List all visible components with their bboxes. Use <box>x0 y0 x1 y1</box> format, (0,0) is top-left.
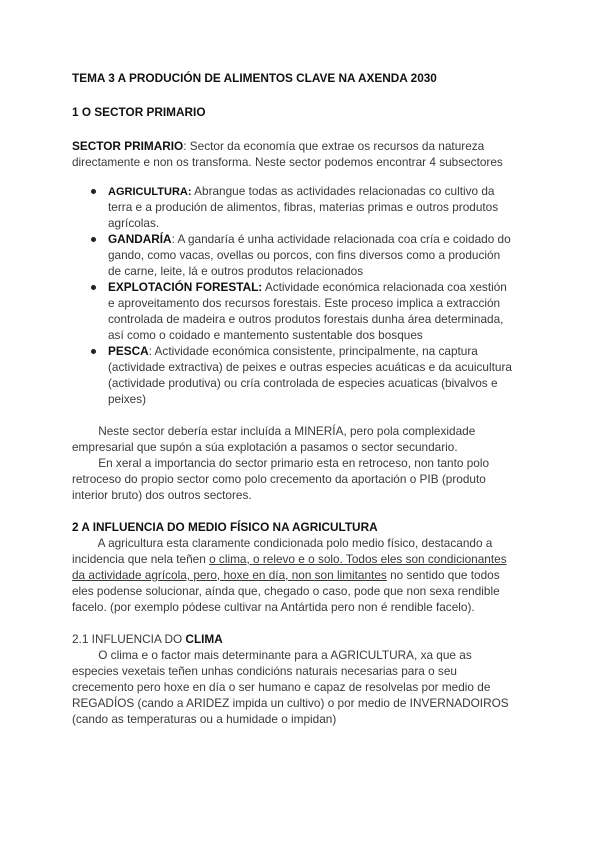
section-1-intro-line-1 <box>72 138 600 154</box>
underlined-text: da actividade agrícola, pero, hoxe en día, non son limitantes <box>72 568 387 582</box>
clima-term: CLIMA <box>185 632 223 646</box>
section-2-1-line-1: O clima e o factor mais determinante para a AGRICULTURA, xa que as <box>72 648 472 662</box>
subsector-term: EXPLOTACIÓN FORESTAL: <box>108 280 263 294</box>
section-2-1-line-5: (cando as temperaturas ou a humidade o impidan) <box>72 712 337 726</box>
section-2-line-5: facelo. (por exemplo pódese cultivar na Antártida pero non é rendible facelo). <box>72 600 475 614</box>
subsector-forestal-line-4: así como o coidado e mantemento sustentable dos bosques <box>108 328 423 342</box>
mineria-paragraph-line-1: Neste sector debería estar incluída a MINERÍA, pero pola complexidade <box>72 424 476 438</box>
bullet-icon <box>91 237 96 242</box>
subsector-gandaria-line-3: de carne, leite, lá e outros produtos relacionados <box>108 264 364 278</box>
sector-primario-term: SECTOR PRIMARIO <box>72 139 184 153</box>
subsector-term: AGRICULTURA: <box>108 186 192 198</box>
subsector-agricultura-line-3: agrícolas. <box>108 216 160 230</box>
subsector-forestal-line-1: EXPLOTACIÓN FORESTAL: Actividade económica relacionada coa xestión <box>108 280 507 294</box>
section-2-line-2: incidencia que nela teñen o clima, o relevo e o solo. Todos eles son condicionantes <box>72 552 507 566</box>
importance-paragraph-line-2: retroceso do propio sector como polo crecemento da aportación o PIB (produto <box>72 472 486 486</box>
subsector-agricultura-line-1: AGRICULTURA: Abrangue todas as actividades relacionadas co cultivo da <box>108 184 495 198</box>
section-2-line-4: eles podense solucionar, aínda que, chegado o caso, pode que non sexa rendible <box>72 584 500 598</box>
subsector-agricultura-line-2: terra e a produción de alimentos, fibras, materias primas e outros produtos <box>108 200 499 214</box>
section-2-heading: 2 A INFLUENCIA DO MEDIO FÍSICO NA AGRICULTURA <box>72 520 378 534</box>
importance-paragraph-line-1: En xeral a importancia do sector primario esta en retroceso, non tanto polo <box>72 456 490 470</box>
subsector-pesca-line-4: peixes) <box>108 392 147 406</box>
subsector-pesca-line-1: PESCA: Actividade económica consistente, principalmente, na captura <box>108 344 478 358</box>
subsector-forestal-line-2: e aproveitamento dos recursos forestais. Este proceso implica a extracción <box>108 296 501 310</box>
section-2-line-1: A agricultura esta claramente condicionada polo medio físico, destacando a <box>72 536 493 550</box>
section-2-1-line-2: especies vexetais teñen unhas condicións naturais necesarias para o seu <box>72 664 457 678</box>
subsector-pesca-line-2: (actividade extractiva) de peixes e outras especies acuáticas e da acuicultura <box>108 360 512 374</box>
bullet-icon <box>91 285 96 290</box>
section-2-1-line-4: REGADÍOS (cando a ARIDEZ impida un cultivo) o por medio de INVERNADOIROS <box>72 696 509 710</box>
bullet-icon <box>91 349 96 354</box>
bullet-icon <box>91 189 96 194</box>
importance-paragraph-line-3: interior bruto) dos outros sectores. <box>72 488 252 502</box>
document-title: TEMA 3 A PRODUCIÓN DE ALIMENTOS CLAVE NA AXENDA 2030 <box>72 71 437 85</box>
section-2-1-heading: 2.1 INFLUENCIA DO CLIMA <box>72 632 223 646</box>
section-2-1-line-3: crecemento pero hoxe en día o ser humano e capaz de resolvelas por medio de <box>72 680 491 694</box>
section-2-line-3: da actividade agrícola, pero, hoxe en día, non son limitantes no sentido que todos <box>72 568 500 582</box>
subsector-gandaria-line-2: gando, como vacas, ovellas ou porcos, con fins diversos como a produción <box>108 248 501 262</box>
sector-primario-definition: : Sector da economía que extrae os recursos da natureza <box>183 139 485 153</box>
subsector-term: PESCA <box>108 344 149 358</box>
subsector-pesca-line-3: (actividade produtiva) ou cría controlada de especies acuaticas (bivalvos e <box>108 376 498 390</box>
subsector-forestal-line-3: controlada de madeira e outros produtos forestais dunha área determinada, <box>108 312 504 326</box>
subsector-term: GANDARÍA <box>108 232 172 246</box>
underlined-text: o clima, o relevo e o solo. Todos eles son condicionantes <box>209 552 507 566</box>
mineria-paragraph-line-2: empresarial que supón a súa explotación a pasamos o sector secundario. <box>72 440 458 454</box>
subsector-gandaria-line-1: GANDARÍA: A gandaría é unha actividade relacionada coa cría e coidado do <box>108 232 511 246</box>
section-1-intro-line-2: directamente e non os transforma. Neste sector podemos encontrar 4 subsectores <box>72 155 503 169</box>
section-1-heading: 1 O SECTOR PRIMARIO <box>72 105 206 119</box>
